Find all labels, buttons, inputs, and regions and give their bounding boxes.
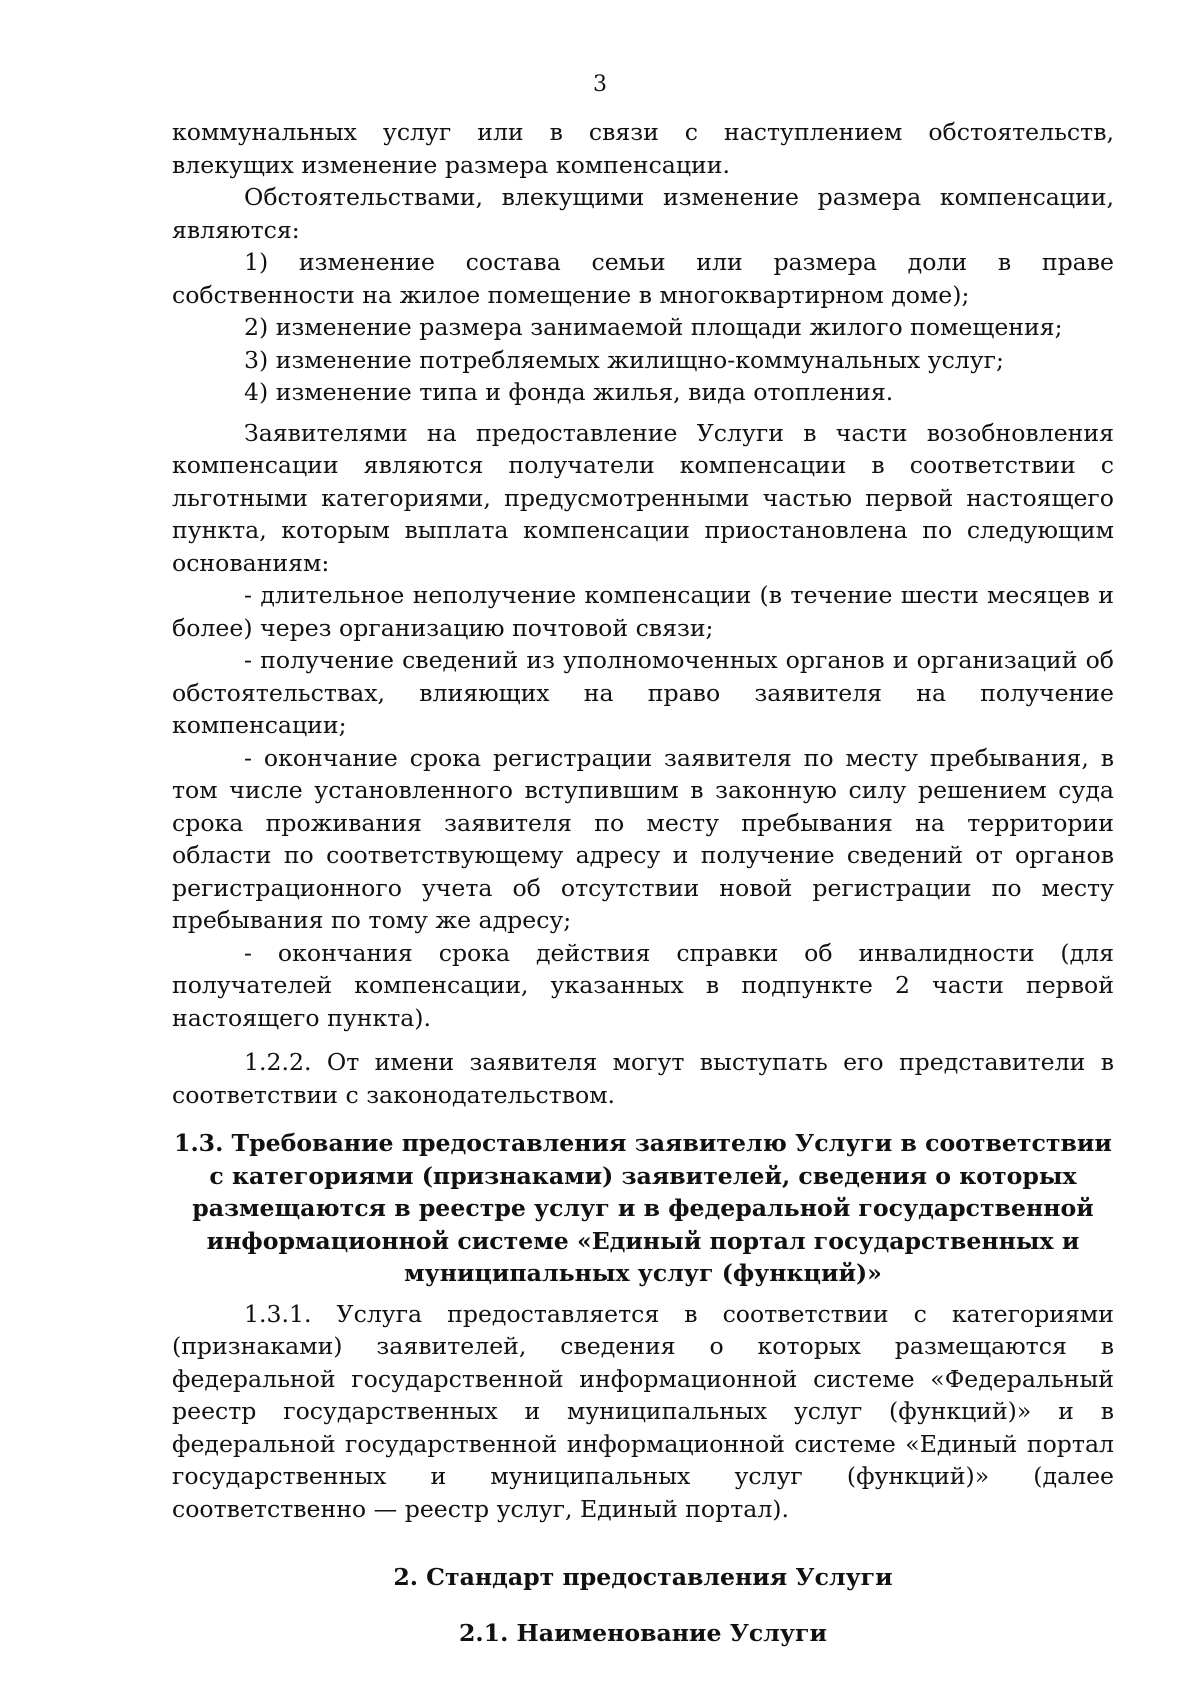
section-heading-2-1: 2.1. Наименование Услуги [459,1619,827,1648]
section-heading-1-3: 1.3. Требование предоставления заявителю Услуги в соответствии с категориями (признаками) заявителей, сведения о которых размещаются в реестре услуг и в федеральной государственной информационной системе «Единый портал государственных и муниципальных услуг (функций)» [174,1129,1112,1287]
paragraph-continuation: коммунальных услуг или в связи с наступлением обстоятельств, влекущих изменение размера компенсации. [172,118,1114,179]
dash-item-registration-end: - окончание срока регистрации заявителя по месту пребывания, в том числе установленного вступившим в законную силу решением суда срока проживания заявителя по месту пребывания на территории области по соответствующему адресу и получение сведений от органов регистрационного учета об отсутствии новой регистрации по месту пребывания по тому же адресу; [172,743,1114,934]
dash-item-disability-certificate: - окончания срока действия справки об инвалидности (для получателей компенсации, указанных в подпункте 2 части первой настоящего пункта). [172,938,1114,1032]
document-body [172,116,1114,1673]
list-item-3: 3) изменение потребляемых жилищно-коммунальных услуг; [244,345,1004,374]
page-number: 3 [593,72,607,97]
paragraph-1-3-1: 1.3.1. Услуга предоставляется в соответствии с категориями (признаками) заявителей, сведения о которых размещаются в федеральной государственной информационной системе «Федеральный реестр государственных и муниципальных услуг (функций)» и в федеральной государственной информационной системе «Единый портал государственных и муниципальных услуг (функций)» (далее соответственно — реестр услуг, Единый портал). [172,1299,1114,1523]
list-item-4: 4) изменение типа и фонда жилья, вида отопления. [244,378,894,406]
dash-item-information: - получение сведений из уполномоченных органов и организаций об обстоятельствах, влияющих на право заявителя на получение компенсации; [172,646,1114,739]
dash-item-nonreceipt: - длительное неполучение компенсации (в течение шести месяцев и более) через организацию почтовой связи; [172,581,1114,642]
list-item-1: 1) изменение состава семьи или размера доли в праве собственности на жилое помещение в многоквартирном доме); [172,248,1114,309]
paragraph-circumstances-intro: Обстоятельствами, влекущими изменение размера компенсации, являются: [172,183,1114,244]
list-item-2: 2) изменение размера занимаемой площади жилого помещения; [244,313,1063,341]
paragraph-1-2-2: 1.2.2. От имени заявителя могут выступать его представители в соответствии с законодательством. [172,1048,1114,1109]
paragraph-applicants-renewal: Заявителями на предоставление Услуги в части возобновления компенсации являются получатели компенсации в соответствии с льготными категориями, предусмотренными частью первой настоящего пункта, которым выплата компенсации приостановлена по следующим основаниям: [172,418,1114,577]
section-heading-2: 2. Стандарт предоставления Услуги [393,1563,893,1591]
